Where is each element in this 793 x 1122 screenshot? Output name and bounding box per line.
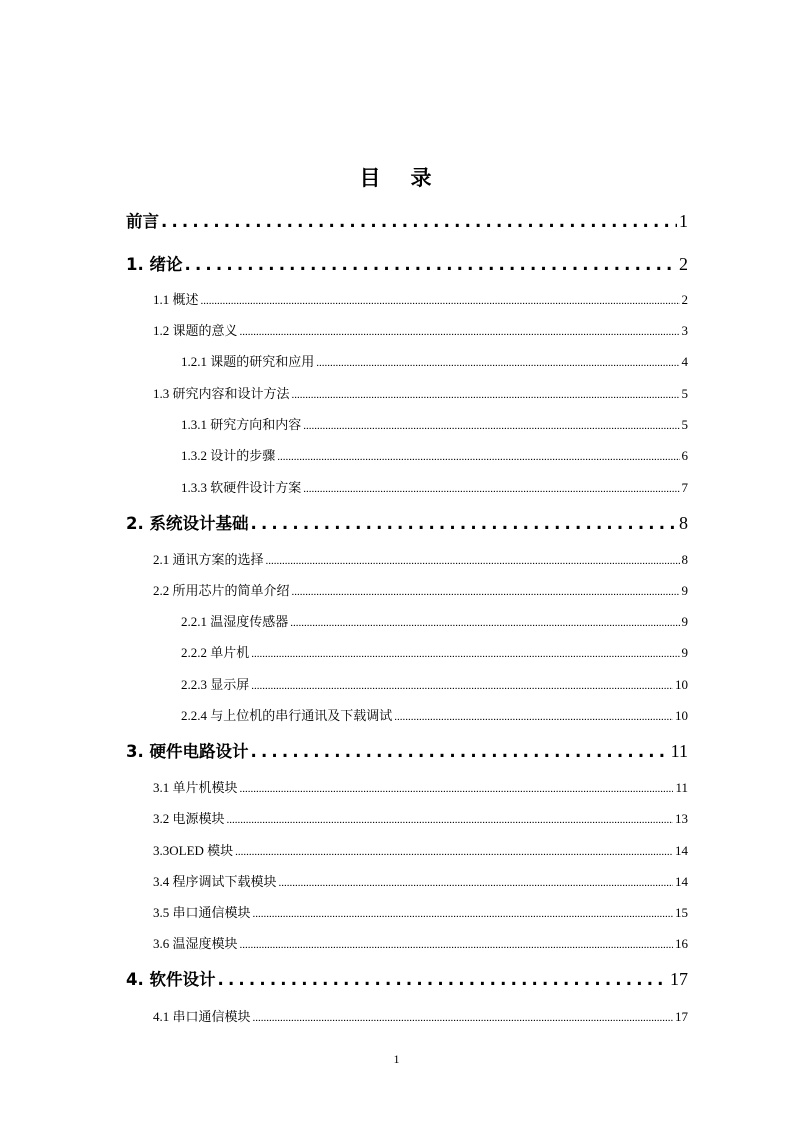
toc-entry[interactable] xyxy=(181,445,688,464)
toc-entry[interactable] xyxy=(153,1006,688,1025)
toc-dot-leader xyxy=(266,555,680,567)
toc-dot-leader xyxy=(394,711,673,723)
toc-entry-page: 4 xyxy=(681,354,688,369)
toc-entry-page: 15 xyxy=(675,905,688,920)
toc-entry[interactable] xyxy=(126,738,688,762)
toc-entry[interactable] xyxy=(153,902,688,921)
toc-dot-leader xyxy=(251,742,669,761)
toc-entry-label: 4. 软件设计 xyxy=(126,970,216,989)
toc-dot-leader xyxy=(240,939,673,951)
toc-entry-page: 2 xyxy=(681,292,688,307)
toc-entry[interactable] xyxy=(153,777,688,796)
toc-dot-leader xyxy=(240,326,680,338)
toc-entry-label: 3.1 单片机模块 xyxy=(153,780,238,795)
toc-entry-label: 1.3.1 研究方向和内容 xyxy=(181,417,302,432)
toc-entry-label: 3. 硬件电路设计 xyxy=(126,742,249,761)
toc-entry-label: 1.3 研究内容和设计方法 xyxy=(153,386,290,401)
toc-entry-label: 1.2 课题的意义 xyxy=(153,323,238,338)
toc-entry-page: 9 xyxy=(681,614,688,629)
toc-entry[interactable] xyxy=(153,840,688,859)
toc-entry[interactable] xyxy=(126,251,688,275)
toc-dot-leader xyxy=(240,783,674,795)
toc-entry-label: 1.2.1 课题的研究和应用 xyxy=(181,354,315,369)
toc-entry-page: 5 xyxy=(681,417,688,432)
toc-dot-leader xyxy=(277,451,679,463)
toc-entry-label: 前言 xyxy=(126,212,159,231)
toc-entry-label: 4.1 串口通信模块 xyxy=(153,1009,251,1024)
toc-entry-page: 6 xyxy=(681,448,688,463)
toc-entry-page: 7 xyxy=(681,480,688,495)
page-number: 1 xyxy=(393,1052,400,1066)
toc-entry-page: 17 xyxy=(670,969,688,989)
toc-dot-leader xyxy=(161,212,677,231)
toc-dot-leader xyxy=(253,908,673,920)
toc-entry-page: 9 xyxy=(681,583,688,598)
toc-entry-page: 9 xyxy=(681,645,688,660)
toc-entry-label: 2.1 通讯方案的选择 xyxy=(153,552,264,567)
toc-entry-page: 17 xyxy=(675,1009,688,1024)
toc-entry-label: 2. 系统设计基础 xyxy=(126,514,249,533)
toc-entry[interactable] xyxy=(181,642,688,661)
toc-entry-page: 8 xyxy=(679,513,688,533)
toc-entry[interactable] xyxy=(153,580,688,599)
toc-dot-leader xyxy=(251,680,673,692)
toc-dot-leader xyxy=(251,514,678,533)
toc-dot-leader xyxy=(218,970,669,989)
toc-dot-leader xyxy=(292,586,680,598)
toc-entry-label: 3.2 电源模块 xyxy=(153,811,225,826)
toc-entry-label: 3.3OLED 模块 xyxy=(153,843,234,858)
toc-entry-page: 11 xyxy=(670,741,688,761)
toc-entry[interactable] xyxy=(153,383,688,402)
toc-dot-leader xyxy=(292,389,680,401)
toc-entry-page: 10 xyxy=(675,708,688,723)
toc-entry[interactable] xyxy=(153,320,688,339)
toc-entry[interactable] xyxy=(153,871,688,890)
toc-entry[interactable] xyxy=(181,611,688,630)
toc-entry-page: 14 xyxy=(675,843,688,858)
toc-entry[interactable] xyxy=(126,510,688,534)
toc-dot-leader xyxy=(185,255,678,274)
toc-entry[interactable] xyxy=(181,477,688,496)
toc-entry[interactable] xyxy=(181,414,688,433)
toc-entry-page: 5 xyxy=(681,386,688,401)
toc-dot-leader xyxy=(253,1012,673,1024)
toc-dot-leader xyxy=(201,295,680,307)
toc-dot-leader xyxy=(279,877,673,889)
toc-entry[interactable] xyxy=(181,705,688,724)
title-part-2: 录 xyxy=(410,166,434,190)
toc-entry[interactable] xyxy=(153,549,688,568)
toc-dot-leader xyxy=(227,814,673,826)
toc-entry[interactable] xyxy=(126,966,688,990)
toc-entry[interactable] xyxy=(181,674,688,693)
toc-entry-page: 2 xyxy=(679,254,688,274)
toc-entry-page: 8 xyxy=(681,552,688,567)
toc-entry-label: 3.6 温湿度模块 xyxy=(153,936,238,951)
toc-entry-label: 2.2.4 与上位机的串行通讯及下载调试 xyxy=(181,708,393,723)
toc-dot-leader xyxy=(251,648,679,660)
toc-entry[interactable] xyxy=(181,351,688,370)
toc-entry[interactable] xyxy=(153,289,688,308)
toc-entry-page: 11 xyxy=(675,780,688,795)
toc-entry-page: 14 xyxy=(675,874,688,889)
toc-entry-label: 3.5 串口通信模块 xyxy=(153,905,251,920)
title-part-1: 目 xyxy=(359,166,383,190)
toc-entry-label: 1. 绪论 xyxy=(126,255,183,274)
toc-entry-page: 13 xyxy=(675,811,688,826)
toc-entry-page: 10 xyxy=(675,677,688,692)
toc-entry-label: 1.3.3 软硬件设计方案 xyxy=(181,480,302,495)
toc-entry[interactable] xyxy=(153,933,688,952)
toc-entry-label: 2.2.1 温湿度传感器 xyxy=(181,614,289,629)
toc-entry-label: 1.1 概述 xyxy=(153,292,199,307)
toc-dot-leader xyxy=(303,420,679,432)
toc-entry-label: 3.4 程序调试下载模块 xyxy=(153,874,277,889)
toc-entry-label: 2.2.2 单片机 xyxy=(181,645,250,660)
toc-dot-leader xyxy=(290,617,679,629)
toc-dot-leader xyxy=(235,846,673,858)
toc-dot-leader xyxy=(303,483,679,495)
toc-entry-page: 1 xyxy=(679,211,688,231)
toc-entry-label: 1.3.2 设计的步骤 xyxy=(181,448,276,463)
toc-entry-label: 2.2 所用芯片的简单介绍 xyxy=(153,583,290,598)
toc-entry-page: 3 xyxy=(681,323,688,338)
toc-entry-page: 16 xyxy=(675,936,688,951)
toc-dot-leader xyxy=(316,357,679,369)
toc-entry-label: 2.2.3 显示屏 xyxy=(181,677,250,692)
toc-entry[interactable] xyxy=(126,208,688,232)
toc-entry[interactable] xyxy=(153,808,688,827)
